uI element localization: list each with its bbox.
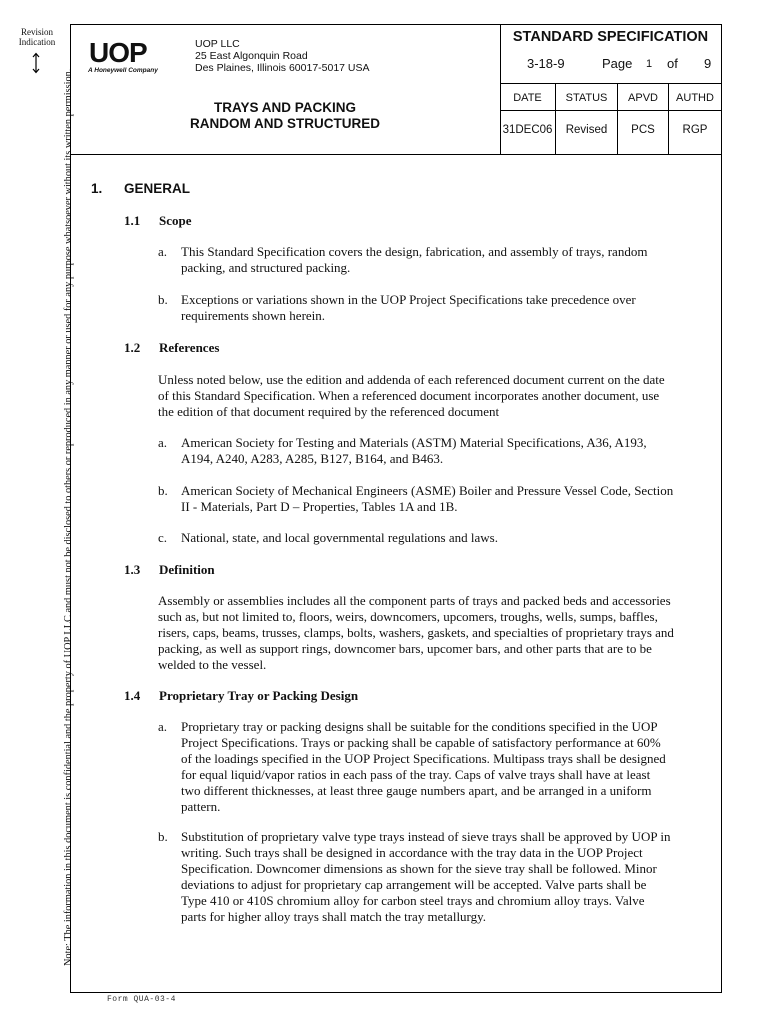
form-number: Form QUA-03-4 bbox=[107, 995, 176, 1004]
spec-divider-1 bbox=[500, 83, 721, 84]
company-address bbox=[195, 38, 370, 74]
status-value: Revised bbox=[565, 124, 608, 136]
list-item-label: b. bbox=[158, 483, 168, 498]
list-item bbox=[158, 435, 718, 467]
list-item-label: a. bbox=[158, 435, 168, 450]
spec-title: STANDARD SPECIFICATION bbox=[512, 29, 709, 45]
text-line: deviations to adjust for proprietary cap arrangement will be accepted. Valve parts shall be bbox=[181, 877, 647, 892]
list-item bbox=[158, 244, 718, 276]
text-line: parts for higher alloy trays shall match the tray metallurgy. bbox=[181, 909, 487, 924]
authd-value: RGP bbox=[682, 124, 708, 136]
title-line-2: RANDOM AND STRUCTURED bbox=[190, 116, 380, 131]
list-item-label: b. bbox=[158, 292, 168, 307]
apvd-value: PCS bbox=[631, 124, 655, 136]
title-line-1: TRAYS AND PACKING bbox=[213, 100, 356, 115]
list-item-text bbox=[181, 435, 647, 467]
list-item bbox=[158, 829, 718, 925]
text-line: National, state, and local governmental regulations and laws. bbox=[181, 530, 498, 545]
text-line: Substitution of proprietary valve type trays instead of sieve trays shall be approved by UOP in bbox=[181, 829, 671, 844]
text-line: for equal liquid/vapor ratios in each pass of the tray. Caps of valve trays shall have at least bbox=[181, 767, 651, 782]
of-label: of bbox=[667, 56, 678, 71]
text-line: Exceptions or variations shown in the UOP Project Specifications take precedence over bbox=[181, 292, 636, 307]
document-title bbox=[170, 100, 400, 132]
revision-indication: Revision Indication bbox=[18, 27, 56, 47]
date-header: DATE bbox=[513, 92, 542, 104]
authd-header: AUTHD bbox=[676, 92, 714, 104]
list-item-text bbox=[181, 829, 670, 925]
section-number: 1. bbox=[91, 181, 103, 196]
list-item-text bbox=[181, 530, 498, 546]
text-line: Unless noted below, use the edition and addenda of each referenced document current on the date bbox=[158, 372, 665, 387]
text-line: Project Specifications. Trays or packing shall be capable of satisfactory performance at 60% bbox=[181, 735, 661, 750]
text-line: of the loadings specified in the UOP Project Specifications. Multipass trays shall be designed bbox=[181, 751, 666, 766]
text-line: American Society of Mechanical Engineers (ASME) Boiler and Pressure Vessel Code, Section bbox=[181, 483, 674, 498]
logo-subtitle: A Honeywell Company bbox=[88, 67, 158, 74]
page-number: 1 bbox=[646, 58, 653, 70]
text-line: risers, caps, beams, trusses, clamps, bolts, washers, gaskets, and specialties of proprietary trays and bbox=[158, 625, 674, 640]
subsection-number: 1.3 bbox=[124, 562, 141, 577]
text-line: Type 410 or 410S chromium alloy for carbon steel trays and chromium alloy trays. Valve bbox=[181, 893, 645, 908]
text-line: writing. Such trays shall be designed in accordance with the tray data in the UOP Project bbox=[181, 845, 643, 860]
list-item-label: c. bbox=[158, 530, 168, 545]
text-line: Proprietary tray or packing designs shall be suitable for the conditions specified in the UOP bbox=[181, 719, 658, 734]
date-value: 31DEC06 bbox=[502, 124, 553, 136]
uop-logo: UOP bbox=[89, 37, 147, 68]
company-name: UOP LLC bbox=[195, 38, 240, 50]
text-line: pattern. bbox=[181, 799, 221, 814]
list-item bbox=[158, 483, 718, 515]
text-line: welded to the vessel. bbox=[158, 657, 267, 672]
list-item bbox=[158, 719, 718, 815]
subsection-title: Scope bbox=[159, 213, 192, 228]
section-title: GENERAL bbox=[124, 181, 191, 196]
list-item-text bbox=[181, 483, 673, 515]
text-line: This Standard Specification covers the design, fabrication, and assembly of trays, random bbox=[181, 244, 648, 259]
subsection-number: 1.1 bbox=[124, 213, 141, 228]
company-street: 25 East Algonquin Road bbox=[195, 50, 308, 62]
text-line: A194, A240, A283, A285, B127, B164, and B463. bbox=[181, 451, 444, 466]
text-line: the edition of that document required by the referenced document bbox=[158, 404, 500, 419]
text-line: II - Materials, Part D – Properties, Tables 1A and 1B. bbox=[181, 499, 458, 514]
spec-divider-2 bbox=[500, 110, 721, 111]
text-line: requirements shown herein. bbox=[181, 308, 326, 323]
text-line: two different thicknesses, at least three gauge numbers apart, and be arranged in a uniform bbox=[181, 783, 652, 798]
list-item-text bbox=[181, 719, 666, 815]
list-item-label: b. bbox=[158, 829, 168, 844]
text-line: such as, but not limited to, floors, weirs, downcomers, upcomers, troughs, wells, sumps, baffles, bbox=[158, 609, 658, 624]
spec-number: 3-18-9 bbox=[527, 56, 565, 71]
confidential-note: Note: The information in this document is confidential and the property of UOP LLC and must not be disclosed to others or reproduced in any manner or used for any purpose whatsoever without its written permission. bbox=[63, 68, 74, 966]
text-line: Assembly or assemblies includes all the component parts of trays and packed beds and accessories bbox=[158, 593, 671, 608]
status-header: STATUS bbox=[565, 92, 608, 104]
text-line: Specification. Downcomer dimensions as shown for the sieve tray shall be followed. Minor bbox=[181, 861, 657, 876]
page-label: Page bbox=[602, 56, 633, 71]
company-city: Des Plaines, Illinois 60017-5017 USA bbox=[195, 62, 370, 74]
text-line: packing, and structured packing. bbox=[181, 260, 351, 275]
total-pages: 9 bbox=[704, 56, 712, 71]
text-line: packing, as well as support rings, downcomer bars, upcomer bars, and other parts that are to be bbox=[158, 641, 652, 656]
list-item-text bbox=[181, 244, 647, 276]
subsection-title: References bbox=[159, 340, 220, 355]
apvd-header: APVD bbox=[628, 92, 658, 104]
paragraph bbox=[158, 593, 718, 673]
double-arrow-icon bbox=[30, 52, 42, 74]
paragraph bbox=[158, 372, 718, 420]
subsection-title: Definition bbox=[159, 562, 215, 577]
list-item-label: a. bbox=[158, 244, 168, 259]
list-item bbox=[158, 530, 718, 546]
text-line: American Society for Testing and Materials (ASTM) Material Specifications, A36, A193, bbox=[181, 435, 647, 450]
list-item-label: a. bbox=[158, 719, 168, 734]
list-item-text bbox=[181, 292, 636, 324]
text-line: of this Standard Specification. When a referenced document incorporates another document, use bbox=[158, 388, 660, 403]
list-item bbox=[158, 292, 718, 324]
subsection-title: Proprietary Tray or Packing Design bbox=[159, 688, 359, 703]
subsection-number: 1.2 bbox=[124, 340, 141, 355]
subsection-number: 1.4 bbox=[124, 688, 141, 703]
